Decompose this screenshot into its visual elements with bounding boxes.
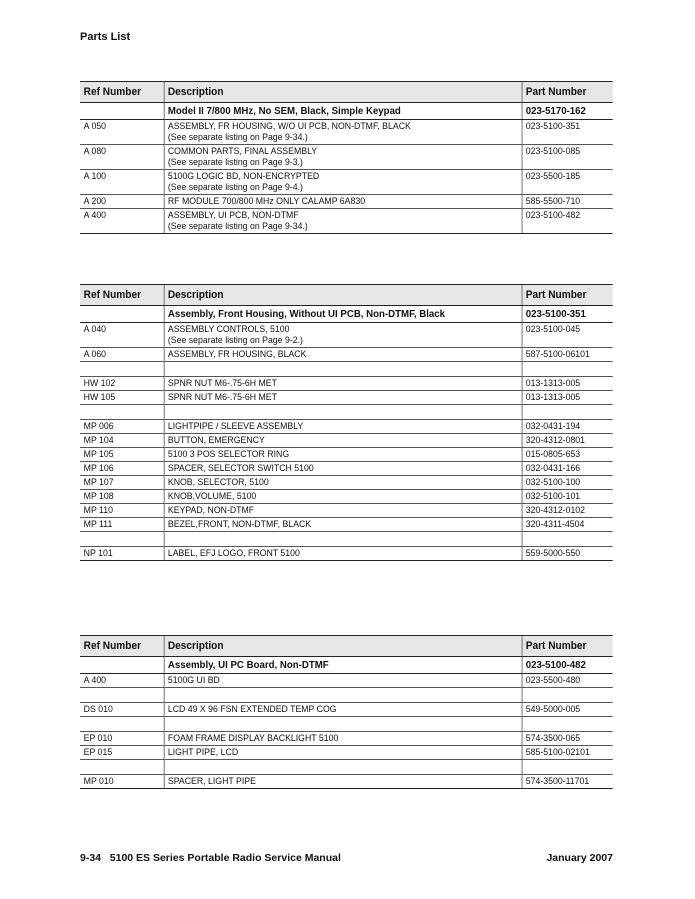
description-cell xyxy=(164,170,522,195)
description-text: KEYPAD, NON-DTMF xyxy=(167,505,255,516)
page-header-title: Parts List xyxy=(80,31,131,43)
ref-number-cell: A 200 xyxy=(80,195,164,209)
table-title-row xyxy=(80,306,613,323)
ref-number-cell: MP 110 xyxy=(80,504,164,518)
column-header-description: Description xyxy=(164,285,522,306)
ref-number-cell: MP 104 xyxy=(80,434,164,448)
column-header-part-number: Part Number xyxy=(522,636,613,657)
part-number-cell: 023-5100-351 xyxy=(522,120,613,145)
table-row xyxy=(80,518,613,532)
description-note: (See separate listing on Page 9-34.) xyxy=(167,132,308,143)
table-title: Assembly, Front Housing, Without UI PCB, Non-DTMF, Black xyxy=(164,306,522,323)
table-row xyxy=(80,490,613,504)
ref-number-cell: MP 107 xyxy=(80,476,164,490)
description-cell xyxy=(164,688,522,703)
table-row xyxy=(80,674,613,688)
part-number-cell: 013-1313-005 xyxy=(522,391,613,405)
table-row xyxy=(80,476,613,490)
part-number-cell: 320-4312-0801 xyxy=(522,434,613,448)
description-cell xyxy=(164,462,522,476)
table-row xyxy=(80,348,613,362)
table-row xyxy=(80,717,613,732)
description-cell xyxy=(164,377,522,391)
table-title: Assembly, UI PC Board, Non-DTMF xyxy=(164,657,522,674)
description-cell xyxy=(164,420,522,434)
table-title-part-number: 023-5100-482 xyxy=(522,657,613,674)
ref-number-cell xyxy=(80,362,164,377)
table-row xyxy=(80,688,613,703)
parts-table-front-housing xyxy=(80,284,613,561)
part-number-cell: 559-5000-550 xyxy=(522,547,613,561)
part-number-cell: 023-5100-045 xyxy=(522,323,613,348)
description-cell xyxy=(164,490,522,504)
ref-number-cell: NP 101 xyxy=(80,547,164,561)
ref-number-cell xyxy=(80,532,164,547)
column-header-description: Description xyxy=(164,636,522,657)
title-ref-cell xyxy=(80,657,164,674)
table-row xyxy=(80,420,613,434)
part-number-cell: 032-5100-100 xyxy=(522,476,613,490)
description-text: BUTTON, EMERGENCY xyxy=(167,435,265,446)
ref-number-cell: MP 106 xyxy=(80,462,164,476)
description-cell xyxy=(164,476,522,490)
description-cell xyxy=(164,746,522,760)
description-cell xyxy=(164,448,522,462)
description-text: SPNR NUT M6-.75-6H MET xyxy=(167,392,277,403)
table-row xyxy=(80,703,613,717)
part-number-cell xyxy=(522,532,613,547)
ref-number-cell: HW 102 xyxy=(80,377,164,391)
ref-number-cell: A 100 xyxy=(80,170,164,195)
ref-number-cell xyxy=(80,405,164,420)
table-row xyxy=(80,362,613,377)
description-text: KNOB, SELECTOR, 5100 xyxy=(167,477,269,488)
part-number-cell xyxy=(522,688,613,703)
description-cell xyxy=(164,532,522,547)
table-title-row xyxy=(80,657,613,674)
part-number-cell: 032-5100-101 xyxy=(522,490,613,504)
description-text: RF MODULE 700/800 MHz ONLY CALAMP 6A830 xyxy=(167,196,366,207)
ref-number-cell xyxy=(80,717,164,732)
ref-number-cell: A 080 xyxy=(80,145,164,170)
part-number-cell xyxy=(522,760,613,775)
description-text: SPNR NUT M6-.75-6H MET xyxy=(167,378,277,389)
table-row xyxy=(80,760,613,775)
part-number-cell: 023-5500-480 xyxy=(522,674,613,688)
description-text: 5100 3 POS SELECTOR RING xyxy=(167,449,290,460)
description-cell xyxy=(164,348,522,362)
part-number-cell: 587-5100-06101 xyxy=(522,348,613,362)
footer-page-manual: 9-34 5100 ES Series Portable Radio Service Manual xyxy=(80,852,341,864)
description-text: LIGHTPIPE / SLEEVE ASSEMBLY xyxy=(167,421,304,432)
title-ref-cell xyxy=(80,103,164,120)
part-number-cell: 032-0431-166 xyxy=(522,462,613,476)
description-text: LIGHT PIPE, LCD xyxy=(167,747,239,758)
description-text: BEZEL,FRONT, NON-DTMF, BLACK xyxy=(167,519,312,530)
description-cell xyxy=(164,703,522,717)
part-number-cell: 320-4312-0102 xyxy=(522,504,613,518)
ref-number-cell: A 050 xyxy=(80,120,164,145)
table-header-row xyxy=(80,285,613,306)
ref-number-cell: EP 015 xyxy=(80,746,164,760)
table-row xyxy=(80,405,613,420)
description-cell xyxy=(164,775,522,789)
part-number-cell: 585-5500-710 xyxy=(522,195,613,209)
description-cell xyxy=(164,323,522,348)
column-header-description: Description xyxy=(164,82,522,103)
table-row xyxy=(80,195,613,209)
part-number-cell: 015-0805-653 xyxy=(522,448,613,462)
part-number-cell: 023-5100-482 xyxy=(522,209,613,234)
description-text: ASSEMBLY, FR HOUSING, BLACK xyxy=(167,349,307,360)
ref-number-cell xyxy=(80,688,164,703)
description-cell xyxy=(164,195,522,209)
table-row xyxy=(80,209,613,234)
table-row xyxy=(80,448,613,462)
description-cell xyxy=(164,362,522,377)
part-number-cell: 013-1313-005 xyxy=(522,377,613,391)
parts-table-model-ii xyxy=(80,81,613,234)
description-cell xyxy=(164,547,522,561)
ref-number-cell: EP 010 xyxy=(80,732,164,746)
ref-number-cell: A 400 xyxy=(80,674,164,688)
part-number-cell: 023-5100-085 xyxy=(522,145,613,170)
title-ref-cell xyxy=(80,306,164,323)
part-number-cell: 320-4311-4504 xyxy=(522,518,613,532)
ref-number-cell: MP 111 xyxy=(80,518,164,532)
description-cell xyxy=(164,732,522,746)
table-header-row xyxy=(80,636,613,657)
description-text: FOAM FRAME DISPLAY BACKLIGHT 5100 xyxy=(167,733,339,744)
description-cell xyxy=(164,518,522,532)
part-number-cell xyxy=(522,405,613,420)
description-cell xyxy=(164,674,522,688)
description-cell xyxy=(164,760,522,775)
description-cell xyxy=(164,391,522,405)
column-header-ref-number: Ref Number xyxy=(80,82,164,103)
description-text: ASSEMBLY CONTROLS, 5100 xyxy=(167,324,290,335)
description-note: (See separate listing on Page 9-34.) xyxy=(167,221,308,232)
description-cell xyxy=(164,209,522,234)
description-text: SPACER, SELECTOR SWITCH 5100 xyxy=(167,463,314,474)
column-header-part-number: Part Number xyxy=(522,285,613,306)
description-note: (See separate listing on Page 9-3.) xyxy=(167,157,303,168)
table-row xyxy=(80,532,613,547)
column-header-ref-number: Ref Number xyxy=(80,636,164,657)
description-text: COMMON PARTS, FINAL ASSEMBLY xyxy=(167,146,318,157)
table-header-row xyxy=(80,82,613,103)
description-text: ASSEMBLY, UI PCB, NON-DTMF xyxy=(167,210,299,221)
ref-number-cell: A 400 xyxy=(80,209,164,234)
table-row xyxy=(80,775,613,789)
table-row xyxy=(80,391,613,405)
table-row xyxy=(80,120,613,145)
ref-number-cell xyxy=(80,760,164,775)
column-header-ref-number: Ref Number xyxy=(80,285,164,306)
ref-number-cell: MP 010 xyxy=(80,775,164,789)
table-row xyxy=(80,746,613,760)
part-number-cell: 023-5500-185 xyxy=(522,170,613,195)
parts-table-ui-pc-board xyxy=(80,635,613,789)
table-row xyxy=(80,145,613,170)
table-row xyxy=(80,434,613,448)
part-number-cell xyxy=(522,362,613,377)
description-cell xyxy=(164,120,522,145)
table-row xyxy=(80,547,613,561)
part-number-cell: 574-3500-065 xyxy=(522,732,613,746)
part-number-cell: 032-0431-194 xyxy=(522,420,613,434)
description-note: (See separate listing on Page 9-4.) xyxy=(167,182,303,193)
table-title-part-number: 023-5100-351 xyxy=(522,306,613,323)
description-cell xyxy=(164,504,522,518)
ref-number-cell: A 060 xyxy=(80,348,164,362)
description-cell xyxy=(164,434,522,448)
ref-number-cell: MP 006 xyxy=(80,420,164,434)
description-cell xyxy=(164,405,522,420)
table-title: Model II 7/800 MHz, No SEM, Black, Simple Keypad xyxy=(164,103,522,120)
part-number-cell: 585-5100-02101 xyxy=(522,746,613,760)
description-note: (See separate listing on Page 9-2.) xyxy=(167,335,303,346)
table-row xyxy=(80,170,613,195)
footer-date: January 2007 xyxy=(546,852,613,864)
table-title-row xyxy=(80,103,613,120)
ref-number-cell: MP 105 xyxy=(80,448,164,462)
description-text: LCD 49 X 96 FSN EXTENDED TEMP COG xyxy=(167,704,337,715)
description-cell xyxy=(164,145,522,170)
description-text: 5100G LOGIC BD, NON-ENCRYPTED xyxy=(167,171,320,182)
description-text: KNOB,VOLUME, 5100 xyxy=(167,491,257,502)
table-row xyxy=(80,504,613,518)
ref-number-cell: A 040 xyxy=(80,323,164,348)
ref-number-cell: HW 105 xyxy=(80,391,164,405)
column-header-part-number: Part Number xyxy=(522,82,613,103)
description-text: 5100G UI BD xyxy=(167,675,220,686)
ref-number-cell: MP 108 xyxy=(80,490,164,504)
ref-number-cell: DS 010 xyxy=(80,703,164,717)
description-text: LABEL, EFJ LOGO, FRONT 5100 xyxy=(167,548,300,559)
part-number-cell: 574-3500-11701 xyxy=(522,775,613,789)
part-number-cell: 549-5000-005 xyxy=(522,703,613,717)
table-row xyxy=(80,732,613,746)
table-row xyxy=(80,462,613,476)
table-title-part-number: 023-5170-162 xyxy=(522,103,613,120)
table-row xyxy=(80,377,613,391)
description-cell xyxy=(164,717,522,732)
part-number-cell xyxy=(522,717,613,732)
table-row xyxy=(80,323,613,348)
description-text: SPACER, LIGHT PIPE xyxy=(167,776,256,787)
description-text: ASSEMBLY, FR HOUSING, W/O UI PCB, NON-DTMF, BLACK xyxy=(167,121,411,132)
